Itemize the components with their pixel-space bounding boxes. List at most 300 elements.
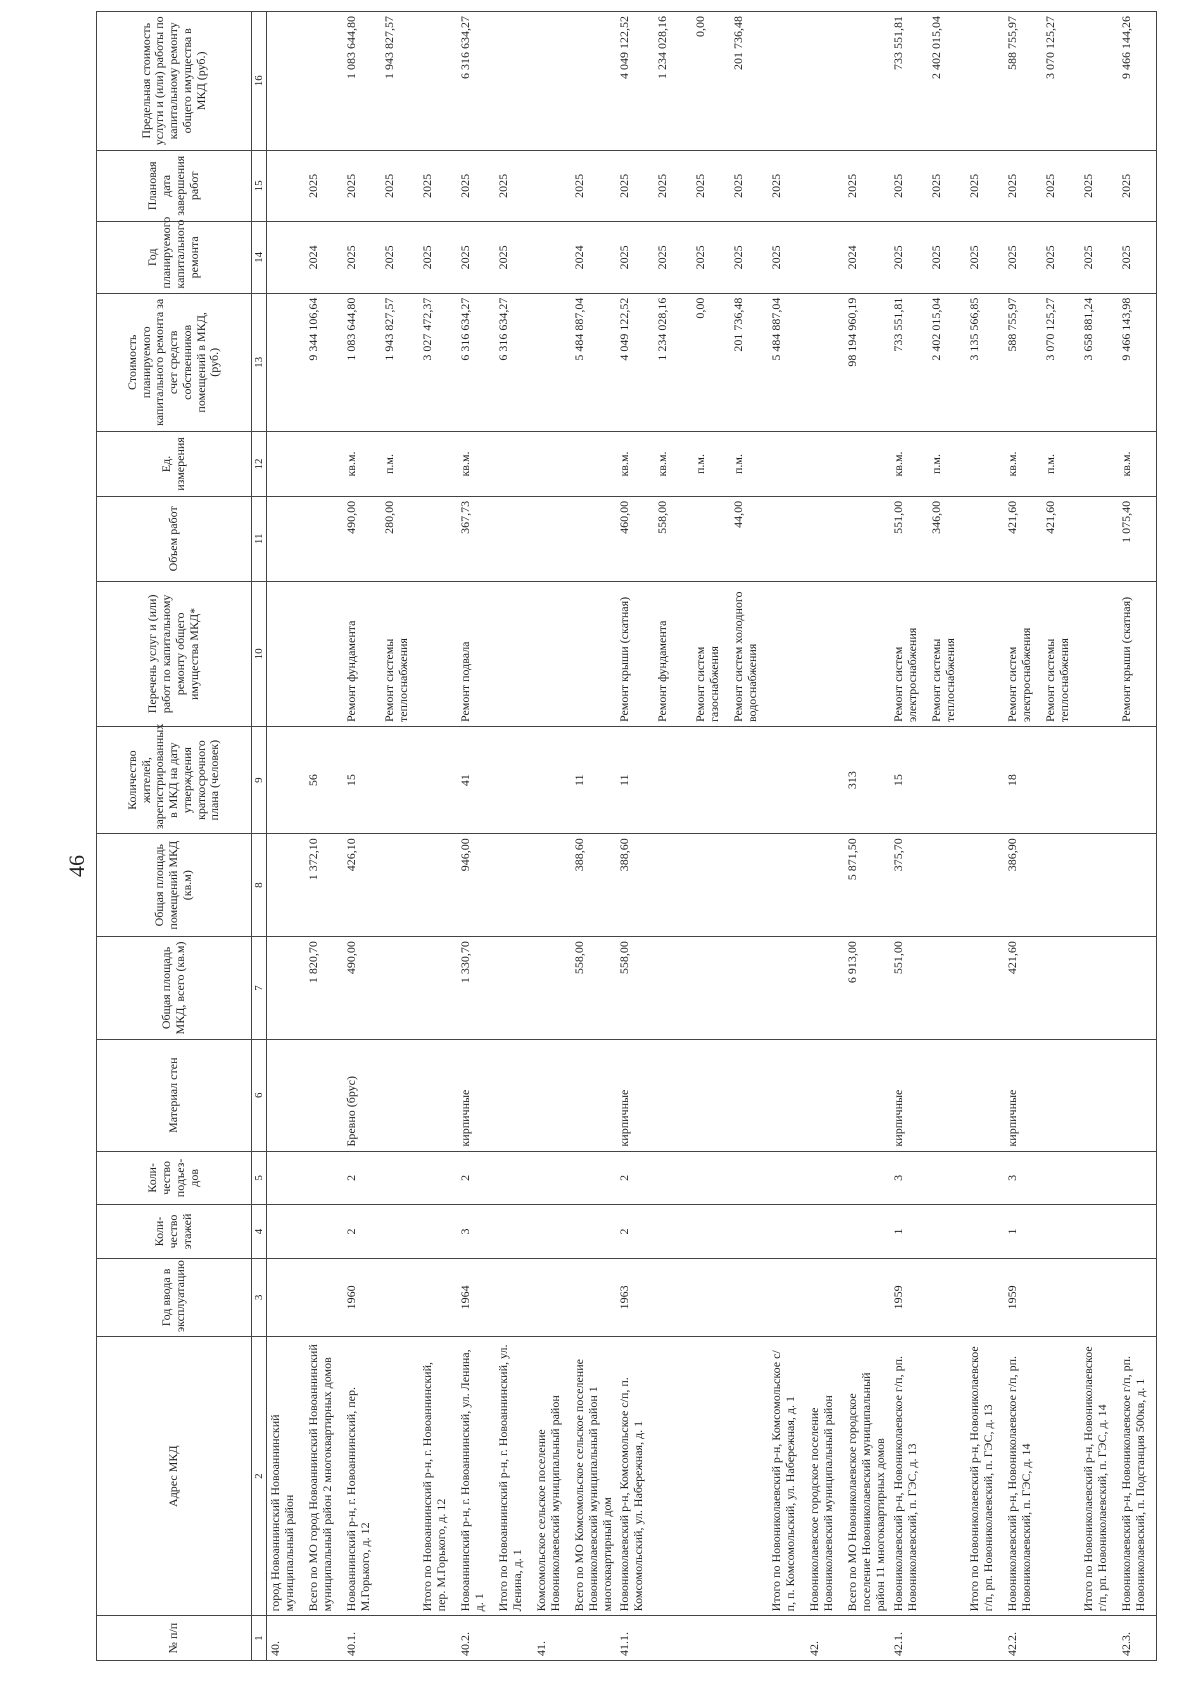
table-cell	[692, 1258, 730, 1336]
table-cell	[730, 727, 768, 834]
table-cell: 2025	[890, 150, 928, 222]
table-cell: Новониколаевский р-н, Комсомольское с/п, п. Комсомольский, ул. Набережная, д. 1	[616, 1337, 654, 1616]
table-cell: 41.	[533, 1616, 571, 1661]
table-cell	[571, 12, 616, 151]
table-cell: 2025	[966, 222, 1004, 294]
column-number: 6	[252, 1039, 267, 1151]
column-number: 4	[252, 1205, 267, 1259]
table-cell: 3 658 881,24	[1080, 293, 1118, 432]
table-cell	[571, 432, 616, 497]
table-cell	[654, 1151, 692, 1205]
table-cell: 40.2.	[457, 1616, 495, 1661]
table-cell	[495, 1205, 533, 1259]
table-cell	[1042, 1039, 1080, 1151]
table-cell	[267, 1039, 306, 1151]
table-cell: п.м.	[1042, 432, 1080, 497]
table-cell	[1042, 1151, 1080, 1205]
table-cell	[730, 1039, 768, 1151]
table-cell	[305, 1205, 343, 1259]
table-cell	[495, 1039, 533, 1151]
table-cell: 1959	[1004, 1258, 1042, 1336]
table-cell: Ремонт крыши (скатная)	[1118, 581, 1157, 726]
table-cell	[381, 727, 419, 834]
table-cell: Всего по МО Комсомольское сельское поселение Новониколаевский муниципальный район 1 многоквартирный дом	[571, 1337, 616, 1616]
table-cell	[806, 150, 844, 222]
table-cell	[966, 834, 1004, 937]
table-cell	[966, 1258, 1004, 1336]
table-cell	[419, 581, 457, 726]
table-cell: 2025	[1118, 222, 1157, 294]
table-cell: 2025	[768, 222, 806, 294]
table-cell	[1080, 1205, 1118, 1259]
table-row	[692, 12, 730, 1661]
column-number: 10	[252, 581, 267, 726]
column-header: Плановая дата завершения работ	[97, 150, 252, 222]
table-cell: 41	[457, 727, 495, 834]
table-cell	[381, 1039, 419, 1151]
table-cell	[654, 834, 692, 937]
table-cell	[1118, 1039, 1157, 1151]
table-cell: 40.	[267, 1616, 306, 1661]
table-cell	[495, 1151, 533, 1205]
table-row	[305, 12, 343, 1661]
table-row	[495, 12, 533, 1661]
table-cell	[1118, 1258, 1157, 1336]
table-cell: 946,00	[457, 834, 495, 937]
table-cell	[419, 937, 457, 1040]
table-cell: 2025	[381, 222, 419, 294]
column-header: Материал стен	[97, 1039, 252, 1151]
table-cell: 2025	[419, 150, 457, 222]
table-cell	[692, 1039, 730, 1151]
table-cell: Новониколаевский р-н, Новониколаевское г/п, рп. Новониколаевский, п. Подстанция 500кв, д. 1	[1118, 1337, 1157, 1616]
table-cell: 2025	[571, 150, 616, 222]
table-row	[533, 12, 571, 1661]
table-cell: Новониколаевский р-н, Новониколаевское г/п, рп. Новониколаевский, п. ГЭС, д. 13	[890, 1337, 928, 1616]
table-cell: Комсомольское сельское поселение Новониколаевский муниципальный район	[533, 1337, 571, 1616]
table-cell	[419, 1616, 457, 1661]
table-cell	[1118, 1205, 1157, 1259]
table-body	[267, 12, 1157, 1661]
table-cell	[533, 834, 571, 937]
table-cell	[495, 1258, 533, 1336]
table-cell	[267, 581, 306, 726]
table-cell: 56	[305, 727, 343, 834]
table-cell: 2025	[1042, 222, 1080, 294]
table-cell: Всего по МО город Новоаннинский Новоаннинский муниципальный район 2 многоквартирных домов	[305, 1337, 343, 1616]
table-cell: 2025	[343, 222, 381, 294]
table-cell	[381, 1258, 419, 1336]
table-cell: город Новоаннинский Новоаннинский муниципальный район	[267, 1337, 306, 1616]
column-number: 11	[252, 496, 267, 581]
table-cell	[692, 496, 730, 581]
table-cell: Ремонт систем газоснабжения	[692, 581, 730, 726]
table-row	[267, 12, 306, 1661]
table-cell	[305, 581, 343, 726]
table-cell: Итого по Новониколаевский р-н, Новониколаевское г/п, рп. Новониколаевский, п. ГЭС, д. 14	[1080, 1337, 1118, 1616]
table-row	[1042, 12, 1080, 1661]
table-cell	[1118, 727, 1157, 834]
table-cell: 313	[844, 727, 889, 834]
table-cell: Ремонт крыши (скатная)	[616, 581, 654, 726]
table-cell: 40.1.	[343, 1616, 381, 1661]
table-cell: 2025	[654, 222, 692, 294]
table-cell: 2025	[730, 150, 768, 222]
table-cell: Новониколаевское городское поселение Новониколаевский муниципальный район	[806, 1337, 844, 1616]
table-cell	[768, 727, 806, 834]
column-header: Перечень услуг и (или) работ по капитальному ремонту общего имущества МКД*	[97, 581, 252, 726]
table-cell: 2025	[844, 150, 889, 222]
table-cell: 2025	[495, 150, 533, 222]
table-cell: 2025	[1004, 150, 1042, 222]
table-cell	[419, 496, 457, 581]
table-cell: 4 049 122,52	[616, 12, 654, 151]
table-cell: 9 466 143,98	[1118, 293, 1157, 432]
table-cell	[692, 727, 730, 834]
table-cell	[533, 727, 571, 834]
table-cell	[267, 1151, 306, 1205]
table-cell	[768, 1039, 806, 1151]
table-cell: 0,00	[692, 293, 730, 432]
header-row	[97, 12, 252, 1661]
table-cell: 558,00	[654, 496, 692, 581]
table-cell	[692, 1151, 730, 1205]
table-cell: 346,00	[928, 496, 966, 581]
table-cell: 2025	[495, 222, 533, 294]
table-cell: 460,00	[616, 496, 654, 581]
table-cell	[381, 937, 419, 1040]
table-cell	[692, 937, 730, 1040]
table-cell: 2025	[343, 150, 381, 222]
table-cell: 733 551,81	[890, 293, 928, 432]
table-cell	[928, 1151, 966, 1205]
table-cell: 5 871,50	[844, 834, 889, 937]
table-cell	[966, 727, 1004, 834]
table-cell: 551,00	[890, 937, 928, 1040]
table-cell	[495, 727, 533, 834]
table-cell: Всего по МО Новониколаевское городское поселение Новониколаевский муниципальный район 11 многоквартирных домов	[844, 1337, 889, 1616]
column-number: 8	[252, 834, 267, 937]
table-cell: 588 755,97	[1004, 12, 1042, 151]
table-row	[844, 12, 889, 1661]
table-cell	[305, 1151, 343, 1205]
table-row	[381, 12, 419, 1661]
table-cell: кв.м.	[890, 432, 928, 497]
table-cell: Итого по Новониколаевский р-н, Новониколаевское г/п, рп. Новониколаевский, п. ГЭС, д. 13	[966, 1337, 1004, 1616]
table-row	[806, 12, 844, 1661]
table-cell: 2025	[890, 222, 928, 294]
table-cell	[1080, 432, 1118, 497]
table-cell: кв.м.	[457, 432, 495, 497]
table-cell: 3	[457, 1205, 495, 1259]
table-cell: Ремонт системы теплоснабжения	[1042, 581, 1080, 726]
table-cell	[533, 1151, 571, 1205]
table-cell: 2025	[1080, 150, 1118, 222]
table-cell: 551,00	[890, 496, 928, 581]
table-cell: 3 027 472,37	[419, 293, 457, 432]
table-cell	[768, 937, 806, 1040]
table-cell: 490,00	[343, 937, 381, 1040]
table-cell: Ремонт фундамента	[343, 581, 381, 726]
table-cell	[928, 1039, 966, 1151]
table-cell	[381, 1205, 419, 1259]
table-row	[571, 12, 616, 1661]
table-cell: 2024	[571, 222, 616, 294]
table-cell: Новоаннинский р-н, г. Новоаннинский, ул. Ленина, д. 1	[457, 1337, 495, 1616]
table-cell: кв.м.	[343, 432, 381, 497]
table-cell	[267, 293, 306, 432]
table-cell	[654, 1616, 692, 1661]
table-row	[1118, 12, 1157, 1661]
table-row	[1080, 12, 1118, 1661]
table-cell	[267, 1205, 306, 1259]
table-cell	[844, 1151, 889, 1205]
table-cell: 2024	[305, 222, 343, 294]
table-cell	[381, 834, 419, 937]
table-cell	[495, 496, 533, 581]
table-cell	[966, 581, 1004, 726]
table-cell: Ремонт систем электроснабжения	[1004, 581, 1042, 726]
table-cell: 558,00	[571, 937, 616, 1040]
table-cell: кирпичные	[890, 1039, 928, 1151]
table-cell	[654, 1205, 692, 1259]
table-cell: 1 075,40	[1118, 496, 1157, 581]
table-cell: 490,00	[343, 496, 381, 581]
table-cell: 2025	[1042, 150, 1080, 222]
column-number: 15	[252, 150, 267, 222]
table-cell	[844, 1039, 889, 1151]
table-cell: Ремонт систем электроснабжения	[890, 581, 928, 726]
table-cell	[928, 1205, 966, 1259]
table-cell	[1080, 1258, 1118, 1336]
table-cell: 2025	[419, 222, 457, 294]
table-cell	[1080, 581, 1118, 726]
table-cell	[1080, 834, 1118, 937]
table-cell	[495, 432, 533, 497]
table-cell	[267, 496, 306, 581]
table-cell: 3	[890, 1151, 928, 1205]
table-cell	[267, 150, 306, 222]
table-cell: 2025	[692, 222, 730, 294]
table-cell	[1080, 1616, 1118, 1661]
table-row	[457, 12, 495, 1661]
table-cell	[654, 727, 692, 834]
table-cell	[844, 1205, 889, 1259]
table-cell	[419, 1039, 457, 1151]
table-cell	[533, 432, 571, 497]
table-cell: 15	[343, 727, 381, 834]
table-cell	[533, 1258, 571, 1336]
table-cell: 1 330,70	[457, 937, 495, 1040]
table-cell	[1080, 1039, 1118, 1151]
table-cell: 6 316 634,27	[457, 293, 495, 432]
table-cell	[571, 581, 616, 726]
table-cell	[806, 1151, 844, 1205]
table-cell: 733 551,81	[890, 12, 928, 151]
table-cell	[844, 496, 889, 581]
table-cell	[654, 1337, 692, 1616]
table-cell: кирпичные	[616, 1039, 654, 1151]
table-cell	[928, 1616, 966, 1661]
table-cell: 2025	[730, 222, 768, 294]
table-cell: 2025	[768, 150, 806, 222]
table-cell	[806, 581, 844, 726]
table-cell: 2024	[844, 222, 889, 294]
table-cell	[305, 496, 343, 581]
table-cell: 2025	[381, 150, 419, 222]
table-cell: 421,60	[1004, 937, 1042, 1040]
table-cell: 42.	[806, 1616, 844, 1661]
column-header: Количество жителей, зарегистрированных в МКД на дату утверждения краткосрочного плана (человек)	[97, 727, 252, 834]
table-cell: 421,60	[1004, 496, 1042, 581]
table-row	[1004, 12, 1042, 1661]
table-cell: 6 316 634,27	[457, 12, 495, 151]
table-cell	[267, 1258, 306, 1336]
table-cell	[533, 293, 571, 432]
table-cell	[267, 727, 306, 834]
table-cell: п.м.	[928, 432, 966, 497]
table-cell: 11	[616, 727, 654, 834]
table-cell	[571, 1616, 616, 1661]
table-row	[730, 12, 768, 1661]
table-cell	[966, 937, 1004, 1040]
table-cell	[495, 581, 533, 726]
table-cell: 2025	[616, 222, 654, 294]
table-cell	[768, 1258, 806, 1336]
table-cell	[768, 834, 806, 937]
table-cell	[533, 150, 571, 222]
table-cell	[1080, 12, 1118, 151]
table-cell: Итого по Новоаннинский р-н, г. Новоаннинский, ул. Ленина, д. 1	[495, 1337, 533, 1616]
column-header: Коли-чество этажей	[97, 1205, 252, 1259]
table-cell	[806, 1205, 844, 1259]
table-cell: 11	[571, 727, 616, 834]
table-cell: 388,60	[616, 834, 654, 937]
table-cell	[267, 834, 306, 937]
table-cell: 1959	[890, 1258, 928, 1336]
table-cell	[730, 1616, 768, 1661]
table-cell	[730, 937, 768, 1040]
table-cell: 1	[890, 1205, 928, 1259]
table-cell	[533, 1205, 571, 1259]
table-row	[890, 12, 928, 1661]
table-cell	[1080, 937, 1118, 1040]
table-cell	[419, 1258, 457, 1336]
table-cell	[768, 1616, 806, 1661]
table-cell: 201 736,48	[730, 12, 768, 151]
table-cell: 558,00	[616, 937, 654, 1040]
table-cell: Бревно (брус)	[343, 1039, 381, 1151]
table-cell	[844, 581, 889, 726]
table-cell: кв.м.	[616, 432, 654, 497]
table-cell	[381, 1337, 419, 1616]
table-cell	[768, 581, 806, 726]
repair-plan-table	[96, 11, 1157, 1661]
table-cell: 1963	[616, 1258, 654, 1336]
table-cell	[381, 1151, 419, 1205]
table-cell: 2025	[457, 222, 495, 294]
table-cell	[495, 1616, 533, 1661]
table-cell: 1 234 028,16	[654, 293, 692, 432]
table-cell: Новониколаевский р-н, Новониколаевское г/п, рп. Новониколаевский, п. ГЭС, д. 14	[1004, 1337, 1042, 1616]
table-cell	[928, 937, 966, 1040]
column-number: 3	[252, 1258, 267, 1336]
table-cell	[692, 834, 730, 937]
table-cell: 1 234 028,16	[654, 12, 692, 151]
table-cell: 367,73	[457, 496, 495, 581]
table-cell	[966, 1151, 1004, 1205]
table-cell	[806, 12, 844, 151]
table-cell	[844, 1616, 889, 1661]
table-row	[616, 12, 654, 1661]
table-cell	[267, 12, 306, 151]
table-row	[768, 12, 806, 1661]
table-cell: 2025	[966, 150, 1004, 222]
table-cell	[1118, 1151, 1157, 1205]
table-cell	[495, 834, 533, 937]
table-cell	[267, 222, 306, 294]
table-cell: 98 194 960,19	[844, 293, 889, 432]
column-header: Предельная стоимость услуги и (или) работы по капитальному ремонту общего имущества в МКД (руб.)	[97, 12, 252, 151]
table-cell	[928, 1337, 966, 1616]
table-row	[419, 12, 457, 1661]
table-cell	[1080, 496, 1118, 581]
column-number: 16	[252, 12, 267, 151]
table-cell	[1118, 834, 1157, 937]
table-cell	[966, 12, 1004, 151]
table-cell: 2025	[457, 150, 495, 222]
table-cell	[305, 1258, 343, 1336]
table-cell	[1042, 727, 1080, 834]
table-cell: 1 083 644,80	[343, 12, 381, 151]
table-cell: кв.м.	[654, 432, 692, 497]
table-cell: 2	[457, 1151, 495, 1205]
table-cell: 2025	[1118, 150, 1157, 222]
table-cell	[730, 834, 768, 937]
table-cell	[654, 1258, 692, 1336]
table-cell	[419, 1205, 457, 1259]
table-cell	[267, 937, 306, 1040]
table-cell	[806, 496, 844, 581]
table-cell: Ремонт систем холодного водоснабжения	[730, 581, 768, 726]
table-cell	[806, 1039, 844, 1151]
table-cell: 1964	[457, 1258, 495, 1336]
table-cell	[806, 432, 844, 497]
table-cell: 42.3.	[1118, 1616, 1157, 1661]
table-cell	[966, 1039, 1004, 1151]
table-cell: Ремонт подвала	[457, 581, 495, 726]
table-cell: 2025	[1004, 222, 1042, 294]
table-cell	[305, 12, 343, 151]
table-cell	[533, 222, 571, 294]
table-cell	[806, 834, 844, 937]
table-cell	[966, 1205, 1004, 1259]
table-cell: 2025	[305, 150, 343, 222]
column-header: Коли-чество подъез-дов	[97, 1151, 252, 1205]
column-header: Ед. измерения	[97, 432, 252, 497]
table-cell: 42.2.	[1004, 1616, 1042, 1661]
table-cell	[495, 937, 533, 1040]
table-cell: 2	[616, 1151, 654, 1205]
table-cell	[768, 432, 806, 497]
table-cell: 3 070 125,27	[1042, 293, 1080, 432]
table-cell	[533, 12, 571, 151]
table-cell	[305, 1039, 343, 1151]
table-cell	[692, 1337, 730, 1616]
table-cell	[730, 1337, 768, 1616]
table-cell: 15	[890, 727, 928, 834]
table-row	[928, 12, 966, 1661]
